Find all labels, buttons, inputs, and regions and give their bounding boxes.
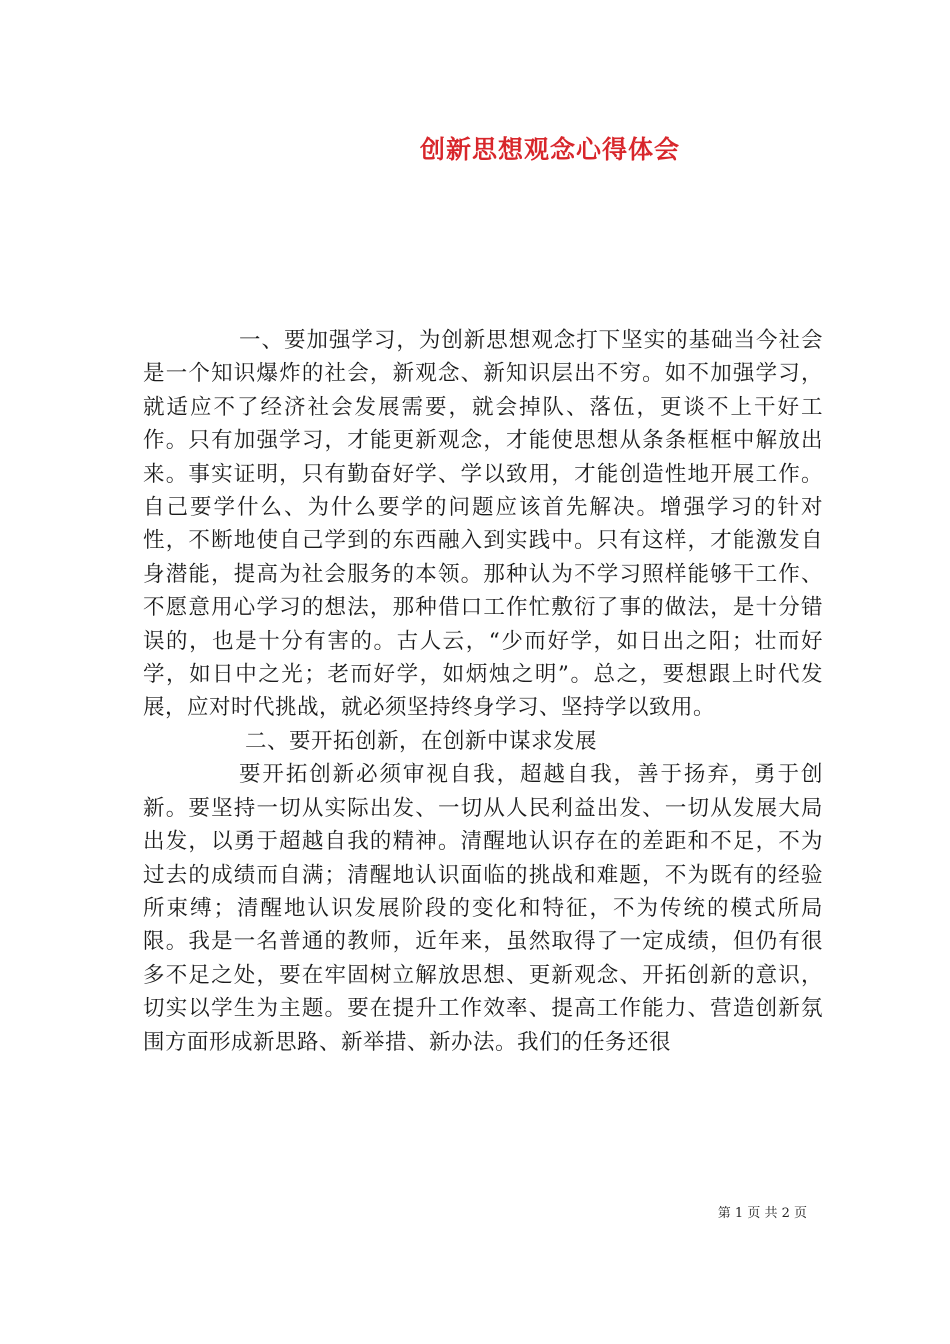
paragraph-learning: 一、要加强学习，为创新思想观念打下坚实的基础当今社会是一个知识爆炸的社会，新观念、新知识层出不穷。如不加强学习，就适应不了经济社会发展需要，就会掉队、落伍，更谈不上干好工作。只有加强学习，才能更新观念，才能使思想从条条框框中解放出来。事实证明，只有勤奋好学、学以致用，才能创造性地开展工作。自己要学什么、为什么要学的问题应该首先解决。增强学习的针对性，不断地使自己学到的东西融入到实践中。只有这样，才能激发自身潜能，提高为社会服务的本领。那种认为不学习照样能够干工作、不愿意用心学习的想法，那种借口工作忙敷衍了事的做法，是十分错误的，也是十分有害的。古人云，“少而好学，如日出之阳；壮而好学，如日中之光；老而好学，如炳烛之明”。总之，要想跟上时代发展，应对时代挑战，就必须坚持终身学习、坚持学以致用。 [143, 328, 823, 721]
document-body [143, 324, 823, 1059]
document-title: 创新思想观念心得体会 [419, 135, 680, 164]
page-number-footer: 第 1 页 共 2 页 [717, 1206, 807, 1221]
paragraph-innovation: 要开拓创新必须审视自我，超越自我，善于扬弃，勇于创新。要坚持一切从实际出发、一切从人民利益出发、一切从发展大局出发，以勇于超越自我的精神。清醒地认识存在的差距和不足，不为过去的成绩而自满；清醒地认识面临的挑战和难题，不为既有的经验所束缚；清醒地认识发展阶段的变化和特征，不为传统的模式所局限。我是一名普通的教师，近年来，虽然取得了一定成绩，但仍有很多不足之处，要在牢固树立解放思想、更新观念、开拓创新的意识，切实以学生为主题。要在提升工作效率、提高工作能力、营造创新氛围方面形成新思路、新举措、新办法。我们的任务还很 [143, 762, 823, 1055]
section-heading-innovation: 二、要开拓创新，在创新中谋求发展 [245, 728, 598, 754]
